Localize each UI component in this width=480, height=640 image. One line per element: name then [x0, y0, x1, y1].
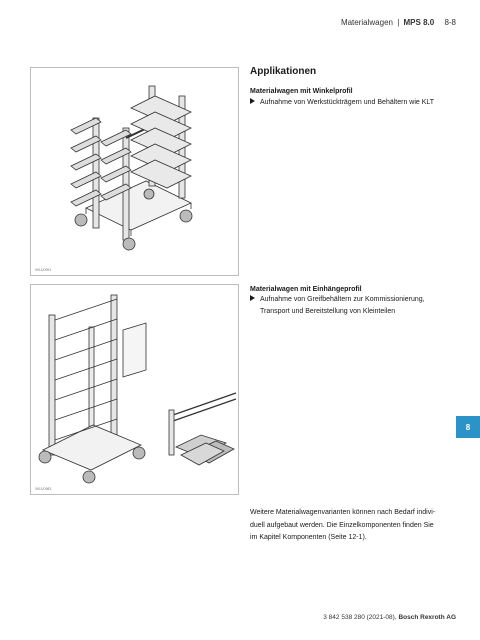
- cart-hanging-profile-illustration: [31, 285, 238, 494]
- paragraph-line-1: Weitere Materialwagenvarianten können nach Bedarf indivi-: [250, 509, 436, 516]
- page-footer: [323, 614, 456, 621]
- page-header: [341, 18, 456, 27]
- header-separator: |: [397, 18, 400, 27]
- item-heading-angle-profile: Materialwagen mit Winkelprofil: [250, 88, 353, 95]
- figure-cart-hanging-profile: [30, 284, 239, 495]
- cart-angle-profile-illustration: [31, 68, 238, 275]
- item-bullet-angle-profile: [250, 97, 465, 109]
- footer-company: Bosch Rexroth AG: [398, 614, 456, 621]
- bullet-text: Aufnahme von Werkstückträgern und Behältern wie KLT: [260, 99, 435, 106]
- item-bullet-hanging-profile: [250, 294, 465, 315]
- header-product: Materialwagen: [340, 18, 393, 27]
- figure-cart-angle-profile: [30, 67, 239, 276]
- header-model: MPS 8.0: [403, 18, 435, 27]
- paragraph-line-3: im Kapitel Komponenten (Seite 12-1).: [250, 534, 367, 541]
- item-heading-hanging-profile: Materialwagen mit Einhängeprofil: [250, 286, 362, 293]
- bullet-arrow-icon: [250, 98, 255, 104]
- paragraph-line-2: duell aufgebaut werden. Die Einzelkomponenten finden Sie: [250, 521, 434, 529]
- bullet-line-1: Aufnahme von Greifbehältern zur Kommissionierung,: [260, 296, 425, 303]
- body-paragraph: [250, 507, 465, 545]
- chapter-tab[interactable]: 8: [456, 416, 480, 438]
- bullet-text: [260, 294, 468, 318]
- figure-id: 0911/0991: [35, 268, 52, 272]
- figure-id: 0911/0983: [35, 487, 52, 491]
- section-title: Applikationen: [250, 66, 317, 77]
- bullet-arrow-icon: [250, 295, 255, 301]
- header-page-number: 8-8: [444, 18, 456, 27]
- bullet-line-2: Transport und Bereitstellung von Kleinteilen: [260, 308, 396, 315]
- footer-doc-ref: 3 842 538 280 (2021-08),: [323, 614, 397, 621]
